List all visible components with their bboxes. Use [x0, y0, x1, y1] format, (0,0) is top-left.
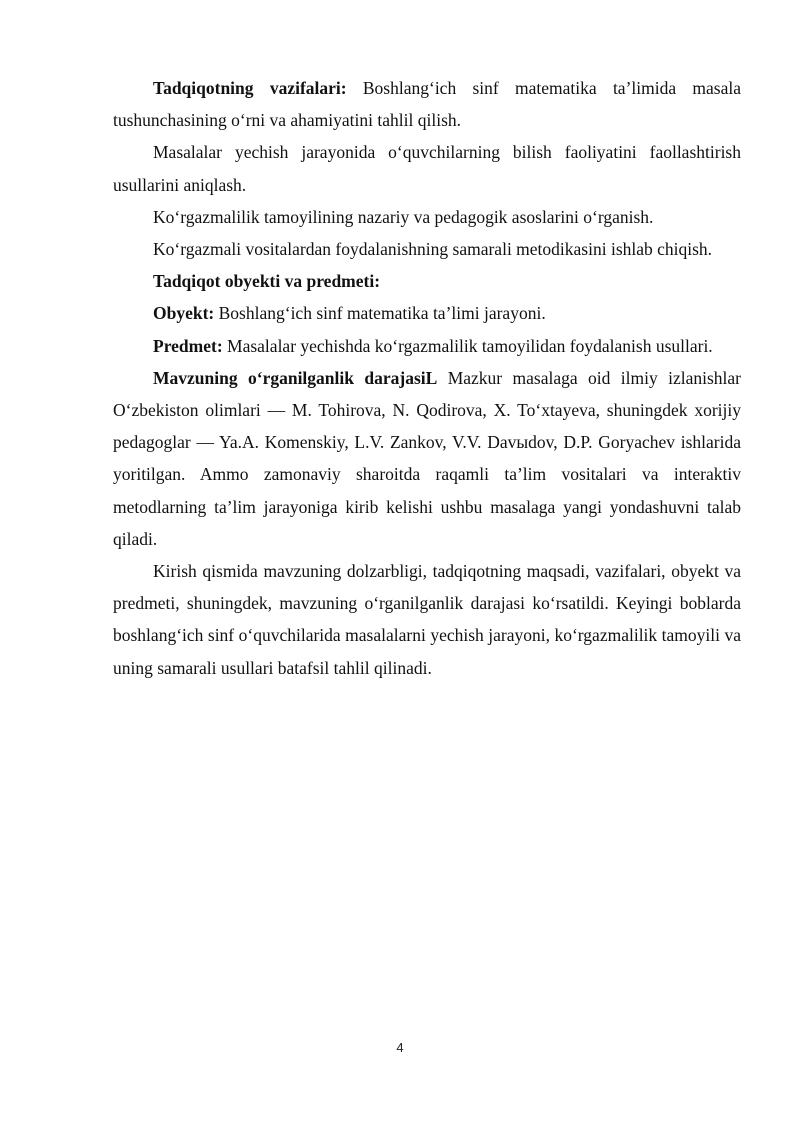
paragraph-object-subject-heading — [113, 265, 741, 297]
paragraph-summary — [113, 555, 741, 684]
paragraph-subject — [113, 330, 741, 362]
label-object: Obyekt: — [153, 303, 215, 324]
page-number: 4 — [396, 1040, 404, 1055]
paragraph-text: Masalalar yechishda ko‘rgazmalilik tamoyilidan foydalanish usullari. — [222, 335, 713, 356]
heading-study-level: Mavzuning o‘rganilganlik darajasiL — [153, 367, 438, 388]
paragraph-text: Ko‘rgazmali vositalardan foydalanishning samarali metodikasini ishlab chiqish. — [153, 239, 713, 260]
document-body — [113, 72, 741, 684]
heading-object-subject: Tadqiqot obyekti va predmeti: — [153, 271, 381, 292]
paragraph-text: Boshlang‘ich sinf matematika ta’limida masala tushunchasining o‘rni va ahamiyatini tahlil qilish. — [113, 78, 741, 131]
paragraph-text: Boshlang‘ich sinf matematika ta’limi jarayoni. — [214, 303, 546, 324]
paragraph-text: Masalalar yechish jarayonida o‘quvchilarning bilish faoliyatini faollashtirish usullarini aniqlash. — [113, 142, 741, 195]
paragraph-text: Ko‘rgazmalilik tamoyilining nazariy va pedagogik asoslarini o‘rganish. — [153, 206, 654, 227]
paragraph-text: Mazkur masalaga oid ilmiy izlanishlar O‘zbekiston olimlari — M. Tohirova, N. Qodirova, X. To‘xtayeva, shuningdek xorijiy pedagoglar — Ya.A. Komenskiy, L.V. Zankov, V.V. Davыdov, D.P. Goryachev ishlarida yoritilgan. Ammo zamonaviy sharoitda raqamli ta’lim vositalari va interaktiv metodlarning ta’lim jarayoniga kirib kelishi ushbu masalaga yangi yondashuvni talab qiladi. — [113, 367, 741, 549]
paragraph-study-level — [113, 362, 741, 555]
label-subject: Predmet: — [153, 335, 223, 356]
heading-research-tasks: Tadqiqotning vazifalari: — [153, 78, 347, 98]
paragraph-object — [113, 297, 741, 329]
paragraph-task-2 — [113, 136, 741, 200]
paragraph-text: Kirish qismida mavzuning dolzarbligi, tadqiqotning maqsadi, vazifalari, obyekt va predmeti, shuningdek, mavzuning o‘rganilganlik darajasi ko‘rsatildi. Keyingi boblarda boshlang‘ich sinf o‘quvchilarida masalalarni yechish jarayoni, ko‘rgazmalilik tamoyili va uning samarali usullari batafsil tahlil qilinadi. — [113, 561, 741, 678]
paragraph-research-tasks — [113, 72, 741, 136]
paragraph-task-4 — [113, 233, 741, 265]
paragraph-task-3 — [113, 201, 741, 233]
